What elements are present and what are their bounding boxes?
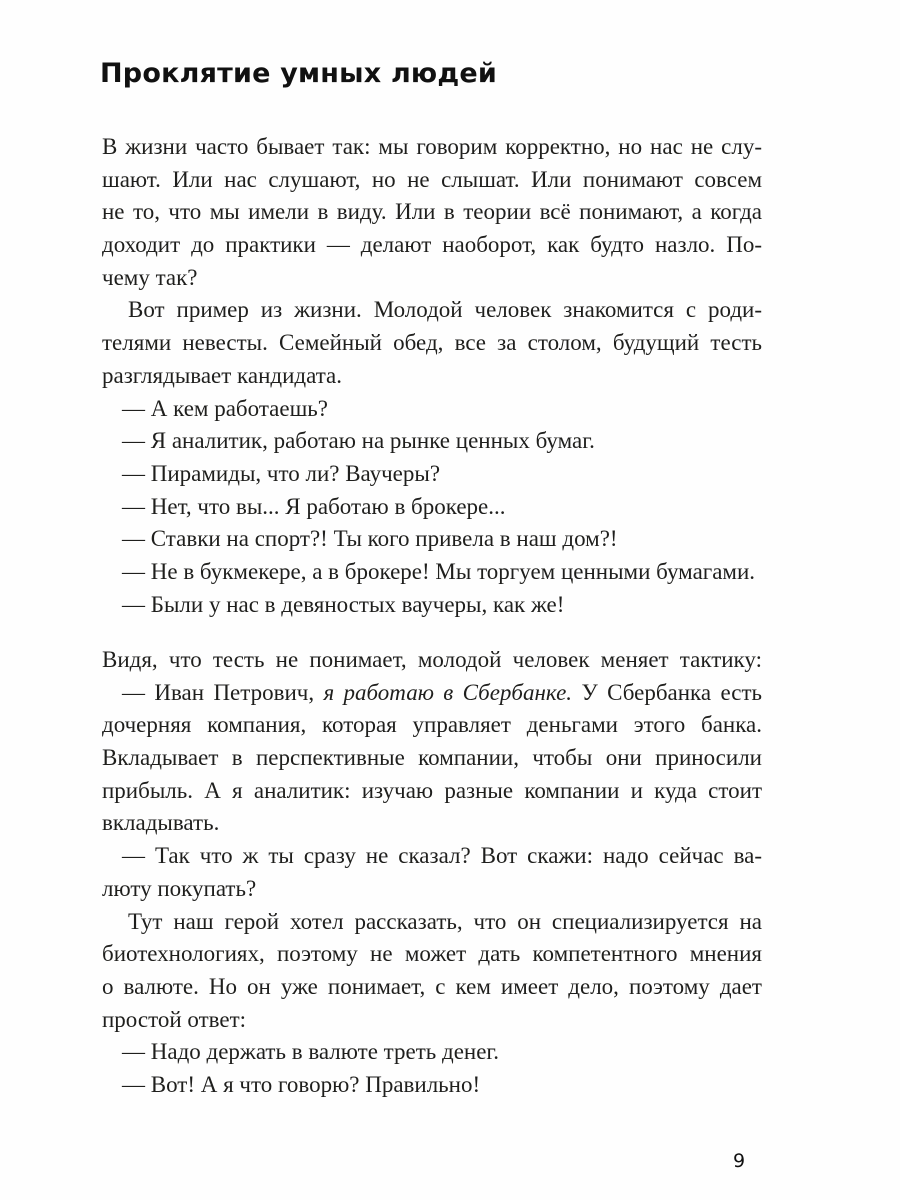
- text-line: Вот пример из жизни. Молодой человек знакомится с роди-: [128, 297, 762, 323]
- dialogue-line: — Не в букмекере, а в брокере! Мы торгуем ценными бумагами.: [122, 558, 756, 584]
- dialogue-line: — Так что ж ты сразу не сказал? Вот скажи: надо сейчас ва-: [122, 843, 762, 869]
- dialogue-line: — Были у нас в девяностых ваучеры, как же!: [122, 591, 565, 617]
- text-line: В жизни часто бывает так: мы говорим корректно, но нас не слу-: [102, 134, 762, 159]
- text-block-continuation: [102, 644, 762, 1102]
- dialogue-prefix: — Иван Петрович,: [122, 679, 324, 705]
- text-line: прибыль. А я аналитик: изучаю разные компании и куда стоит: [102, 777, 762, 803]
- text-line: вкладывать.: [102, 810, 220, 836]
- text-line: Вкладывает в перспективные компании, чтобы они приносили: [102, 745, 762, 771]
- text-line: Тут наш герой хотел рассказать, что он специализируется на: [128, 908, 762, 934]
- text-line: простой ответ:: [102, 1006, 247, 1032]
- text-line: шают. Или нас слушают, но не слышат. Или понимают совсем: [102, 166, 762, 192]
- text-line: биотехнологиях, поэтому не может дать компетентного мнения: [102, 941, 762, 967]
- text-line: дочерняя компания, которая управляет деньгами этого банка.: [102, 712, 762, 738]
- dialogue-suffix: У Сбербанка есть: [572, 679, 762, 705]
- page-number: 9: [733, 1150, 746, 1172]
- dialogue-line: — Надо держать в валюте треть денег.: [122, 1039, 500, 1065]
- dialogue-line: — А кем работаешь?: [122, 395, 328, 421]
- text-line: о валюте. Но он уже понимает, с кем имеет дело, поэтому дает: [102, 973, 762, 999]
- chapter-heading: Проклятие умных людей: [100, 58, 498, 89]
- dialogue-line: — Нет, что вы... Я работаю в брокере...: [122, 493, 506, 519]
- dialogue-line: — Я аналитик, работаю на рынке ценных бумаг.: [122, 428, 595, 454]
- text-line: Видя, что тесть не понимает, молодой человек меняет тактику:: [102, 647, 762, 672]
- dialogue-line: — Вот! А я что говорю? Правильно!: [122, 1071, 481, 1097]
- text-block-intro: [102, 131, 762, 621]
- text-line: телями невесты. Семейный обед, все за столом, будущий тесть: [102, 330, 762, 356]
- dialogue-line: — Пирамиды, что ли? Ваучеры?: [122, 460, 441, 486]
- text-line: доходит до практики — делают наоборот, как будто назло. По-: [102, 232, 762, 258]
- dialogue-line: [102, 677, 762, 710]
- italic-emphasis: я работаю в Сбербанке.: [323, 679, 573, 705]
- dialogue-line: — Ставки на спорт?! Ты кого привела в наш дом?!: [122, 526, 618, 552]
- text-line: не то, что мы имели в виду. Или в теории всё понимают, а когда: [102, 199, 762, 225]
- text-line: разглядывает кандидата.: [102, 362, 343, 388]
- text-line: люту покупать?: [102, 875, 257, 901]
- text-line: чему так?: [102, 264, 198, 290]
